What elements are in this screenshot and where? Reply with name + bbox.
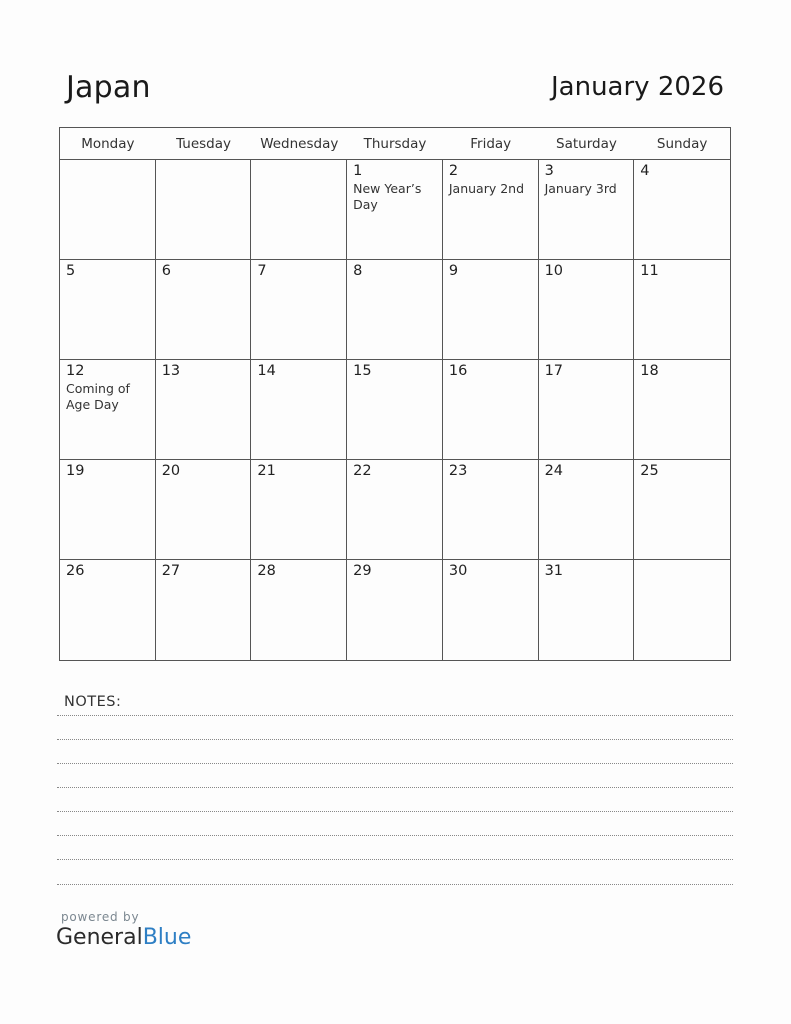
- brand-logo[interactable]: [56, 925, 191, 950]
- day-cell-empty[interactable]: [60, 160, 156, 260]
- note-line: [57, 715, 733, 716]
- weekday-header-saturday: Saturday: [556, 136, 617, 152]
- day-cell-empty[interactable]: [156, 160, 252, 260]
- notes-label: NOTES:: [64, 694, 122, 710]
- brand-blue: Blue: [142, 925, 192, 950]
- day-number: 11: [640, 263, 659, 279]
- day-number: 1: [353, 163, 363, 179]
- day-cell-2[interactable]: [443, 160, 539, 260]
- weekday-header-row: [60, 128, 730, 160]
- day-cell-28[interactable]: [251, 560, 347, 660]
- weekday-header-sunday: Sunday: [656, 136, 708, 152]
- day-number: 28: [257, 563, 276, 579]
- day-cell-29[interactable]: [347, 560, 443, 660]
- day-number: 4: [640, 163, 650, 179]
- day-number: 19: [66, 463, 85, 479]
- day-number: 17: [544, 363, 564, 379]
- day-number: 30: [448, 563, 468, 579]
- holiday-label: January 2nd: [448, 181, 525, 196]
- day-cell-1[interactable]: [347, 160, 443, 260]
- day-cell-6[interactable]: [156, 260, 252, 360]
- day-cell-23[interactable]: [443, 460, 539, 560]
- day-number: 10: [544, 263, 564, 279]
- weekday-header-wednesday: Wednesday: [260, 136, 339, 152]
- day-number: 18: [640, 363, 659, 379]
- day-cell-4[interactable]: [634, 160, 730, 260]
- day-number: 9: [448, 263, 459, 279]
- day-cell-12[interactable]: [60, 360, 156, 460]
- day-number: 6: [161, 263, 171, 279]
- day-cell-22[interactable]: [347, 460, 443, 560]
- note-line: [57, 787, 733, 788]
- weekday-header-friday: Friday: [470, 136, 512, 152]
- day-cell-27[interactable]: [156, 560, 252, 660]
- brand-general: General: [56, 925, 143, 950]
- day-cell-24[interactable]: [539, 460, 635, 560]
- holiday-label: New Year’s Day: [353, 181, 422, 212]
- day-cell-19[interactable]: [60, 460, 156, 560]
- holiday-label: January 3rd: [544, 181, 617, 196]
- day-number: 5: [66, 263, 76, 279]
- day-number: 13: [161, 363, 181, 379]
- day-cell-9[interactable]: [443, 260, 539, 360]
- holiday-label: Coming of Age Day: [66, 381, 130, 412]
- weekday-header-tuesday: Tuesday: [176, 136, 232, 152]
- day-number: 16: [448, 363, 468, 379]
- day-number: 26: [66, 563, 85, 579]
- day-cell-5[interactable]: [60, 260, 156, 360]
- day-number: 14: [257, 363, 276, 379]
- note-line: [57, 884, 733, 885]
- day-cell-20[interactable]: [156, 460, 252, 560]
- calendar-weeks: [60, 160, 730, 660]
- day-cell-10[interactable]: [539, 260, 635, 360]
- day-number: 22: [353, 463, 372, 479]
- day-cell-11[interactable]: [634, 260, 730, 360]
- day-cell-16[interactable]: [443, 360, 539, 460]
- weekday-header-monday: Monday: [81, 136, 135, 152]
- day-number: 25: [640, 463, 659, 479]
- calendar-title-month: January 2026: [551, 72, 724, 102]
- day-number: 3: [544, 163, 554, 179]
- day-cell-3[interactable]: [539, 160, 635, 260]
- day-number: 2: [448, 163, 459, 179]
- note-line: [57, 811, 733, 812]
- day-cell-14[interactable]: [251, 360, 347, 460]
- day-cell-13[interactable]: [156, 360, 252, 460]
- day-cell-31[interactable]: [539, 560, 635, 660]
- day-cell-15[interactable]: [347, 360, 443, 460]
- day-number: 15: [353, 363, 372, 379]
- day-number: 23: [448, 463, 468, 479]
- calendar-title-country: Japan: [66, 70, 151, 105]
- day-cell-17[interactable]: [539, 360, 635, 460]
- note-line: [57, 763, 733, 764]
- day-cell-21[interactable]: [251, 460, 347, 560]
- day-cell-25[interactable]: [634, 460, 730, 560]
- day-number: 7: [257, 263, 267, 279]
- note-line: [57, 739, 733, 740]
- day-cell-7[interactable]: [251, 260, 347, 360]
- day-cell-30[interactable]: [443, 560, 539, 660]
- day-number: 24: [544, 463, 564, 479]
- weekday-header-thursday: Thursday: [363, 136, 427, 152]
- note-line: [57, 859, 733, 860]
- day-cell-empty[interactable]: [634, 560, 730, 660]
- day-number: 12: [66, 363, 85, 379]
- calendar-grid: [59, 127, 731, 661]
- note-line: [57, 835, 733, 836]
- day-number: 20: [161, 463, 181, 479]
- day-number: 27: [161, 563, 181, 579]
- powered-by-text: powered by: [61, 910, 140, 924]
- day-number: 31: [544, 563, 564, 579]
- day-cell-8[interactable]: [347, 260, 443, 360]
- day-number: 21: [257, 463, 276, 479]
- day-number: 29: [353, 563, 372, 579]
- day-cell-18[interactable]: [634, 360, 730, 460]
- day-cell-26[interactable]: [60, 560, 156, 660]
- day-cell-empty[interactable]: [251, 160, 347, 260]
- day-number: 8: [353, 263, 363, 279]
